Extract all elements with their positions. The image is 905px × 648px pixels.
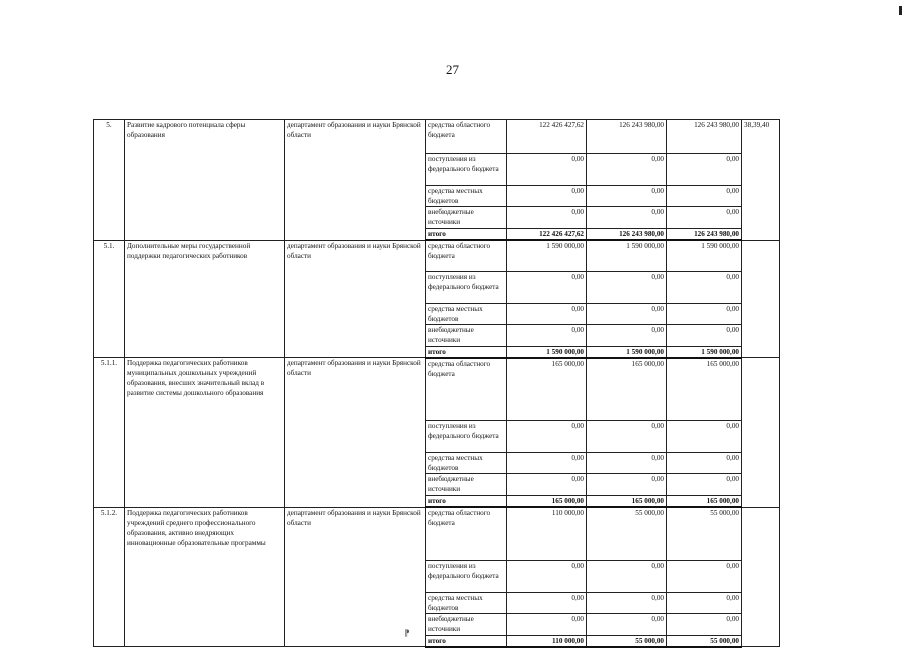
funding-source-cell: итого <box>426 635 507 647</box>
funding-source-cell: средства местных бюджетов <box>426 592 507 613</box>
funding-source-cell: средства областного бюджета <box>426 507 507 560</box>
amount-year-3-cell: 0,00 <box>667 421 742 453</box>
target-indicators-cell <box>742 358 780 508</box>
funding-source-cell: средства местных бюджетов <box>426 453 507 474</box>
amount-year-3-cell: 0,00 <box>667 592 742 613</box>
amount-year-2-cell: 1 590 000,00 <box>587 346 667 358</box>
amount-year-1-cell: 1 590 000,00 <box>507 346 587 358</box>
table-row <box>94 240 780 271</box>
amount-year-3-cell: 55 000,00 <box>667 635 742 647</box>
amount-year-3-cell: 0,00 <box>667 186 742 207</box>
amount-year-2-cell: 1 590 000,00 <box>587 240 667 271</box>
target-indicators-cell <box>742 507 780 647</box>
funding-source-cell: итого <box>426 346 507 358</box>
executor-cell: департамент образования и науки Брянской области <box>285 120 426 241</box>
amount-year-2-cell: 0,00 <box>587 474 667 496</box>
amount-year-2-cell: 165 000,00 <box>587 496 667 508</box>
funding-source-cell: итого <box>426 496 507 508</box>
table-row <box>94 120 780 154</box>
funding-source-cell: средства областного бюджета <box>426 240 507 271</box>
target-indicators-cell <box>742 240 780 358</box>
target-indicators-cell: 38,39,40 <box>742 120 780 241</box>
executor-cell: департамент образования и науки Брянской области <box>285 240 426 358</box>
funding-source-cell: средства местных бюджетов <box>426 303 507 324</box>
funding-source-cell: поступления из федерального бюджета <box>426 154 507 186</box>
funding-source-cell: внебюджетные источники <box>426 207 507 229</box>
measure-name-cell: Поддержка педагогических работников муниципальных дошкольных учреждений образования, внесших значительный вклад в развитие системы дошкольного образования <box>125 358 285 508</box>
amount-year-1-cell: 0,00 <box>507 421 587 453</box>
table-row <box>94 358 780 421</box>
amount-year-1-cell: 0,00 <box>507 453 587 474</box>
funding-source-cell: средства областного бюджета <box>426 120 507 154</box>
funding-source-cell: внебюджетные источники <box>426 613 507 635</box>
amount-year-3-cell: 0,00 <box>667 271 742 303</box>
amount-year-1-cell: 122 426 427,62 <box>507 229 587 241</box>
amount-year-1-cell: 0,00 <box>507 592 587 613</box>
item-number-cell: 5.1.2. <box>94 507 125 647</box>
amount-year-2-cell: 0,00 <box>587 453 667 474</box>
item-number-cell: 5. <box>94 120 125 241</box>
funding-source-cell: поступления из федерального бюджета <box>426 421 507 453</box>
amount-year-2-cell: 0,00 <box>587 592 667 613</box>
amount-year-2-cell: 126 243 980,00 <box>587 120 667 154</box>
item-number-cell: 5.1.1. <box>94 358 125 508</box>
amount-year-3-cell: 0,00 <box>667 560 742 592</box>
amount-year-1-cell: 110 000,00 <box>507 507 587 560</box>
amount-year-3-cell: 1 590 000,00 <box>667 346 742 358</box>
amount-year-1-cell: 110 000,00 <box>507 635 587 647</box>
funding-source-cell: средства местных бюджетов <box>426 186 507 207</box>
amount-year-1-cell: 0,00 <box>507 474 587 496</box>
amount-year-2-cell: 55 000,00 <box>587 507 667 560</box>
executor-cell: департамент образования и науки Брянской области <box>285 358 426 508</box>
scan-edge-mark <box>899 6 902 15</box>
budget-table <box>93 119 780 648</box>
amount-year-2-cell: 126 243 980,00 <box>587 229 667 241</box>
amount-year-3-cell: 0,00 <box>667 613 742 635</box>
amount-year-1-cell: 122 426 427,62 <box>507 120 587 154</box>
amount-year-1-cell: 0,00 <box>507 154 587 186</box>
amount-year-3-cell: 126 243 980,00 <box>667 229 742 241</box>
scan-artifact-mark: ⁋ <box>404 629 410 639</box>
amount-year-3-cell: 0,00 <box>667 154 742 186</box>
amount-year-2-cell: 0,00 <box>587 421 667 453</box>
measure-name-cell: Поддержка педагогических работников учреждений среднего профессионального образования, активно внедряющих инновационные образовательные программы <box>125 507 285 647</box>
funding-source-cell: внебюджетные источники <box>426 474 507 496</box>
amount-year-2-cell: 0,00 <box>587 207 667 229</box>
funding-source-cell: итого <box>426 229 507 241</box>
amount-year-3-cell: 165 000,00 <box>667 496 742 508</box>
amount-year-3-cell: 126 243 980,00 <box>667 120 742 154</box>
amount-year-1-cell: 165 000,00 <box>507 496 587 508</box>
amount-year-1-cell: 165 000,00 <box>507 358 587 421</box>
table-row <box>94 507 780 560</box>
amount-year-2-cell: 0,00 <box>587 186 667 207</box>
amount-year-1-cell: 0,00 <box>507 207 587 229</box>
amount-year-2-cell: 0,00 <box>587 303 667 324</box>
amount-year-2-cell: 55 000,00 <box>587 635 667 647</box>
measure-name-cell: Дополнительные меры государственной поддержки педагогических работников <box>125 240 285 358</box>
amount-year-1-cell: 0,00 <box>507 186 587 207</box>
amount-year-3-cell: 1 590 000,00 <box>667 240 742 271</box>
amount-year-2-cell: 0,00 <box>587 613 667 635</box>
amount-year-3-cell: 0,00 <box>667 303 742 324</box>
amount-year-3-cell: 55 000,00 <box>667 507 742 560</box>
funding-source-cell: поступления из федерального бюджета <box>426 560 507 592</box>
amount-year-2-cell: 0,00 <box>587 324 667 346</box>
funding-source-cell: средства областного бюджета <box>426 358 507 421</box>
amount-year-1-cell: 0,00 <box>507 613 587 635</box>
item-number-cell: 5.1. <box>94 240 125 358</box>
page-number: 27 <box>446 62 459 77</box>
amount-year-1-cell: 0,00 <box>507 560 587 592</box>
amount-year-3-cell: 0,00 <box>667 453 742 474</box>
funding-source-cell: поступления из федерального бюджета <box>426 271 507 303</box>
amount-year-3-cell: 0,00 <box>667 474 742 496</box>
amount-year-3-cell: 165 000,00 <box>667 358 742 421</box>
amount-year-1-cell: 1 590 000,00 <box>507 240 587 271</box>
amount-year-2-cell: 0,00 <box>587 154 667 186</box>
executor-cell: департамент образования и науки Брянской области <box>285 507 426 647</box>
funding-source-cell: внебюджетные источники <box>426 324 507 346</box>
budget-table-body <box>94 120 780 647</box>
amount-year-3-cell: 0,00 <box>667 324 742 346</box>
amount-year-2-cell: 0,00 <box>587 271 667 303</box>
measure-name-cell: Развитие кадрового потенциала сферы образования <box>125 120 285 241</box>
amount-year-1-cell: 0,00 <box>507 271 587 303</box>
amount-year-1-cell: 0,00 <box>507 303 587 324</box>
amount-year-3-cell: 0,00 <box>667 207 742 229</box>
amount-year-2-cell: 165 000,00 <box>587 358 667 421</box>
amount-year-2-cell: 0,00 <box>587 560 667 592</box>
amount-year-1-cell: 0,00 <box>507 324 587 346</box>
